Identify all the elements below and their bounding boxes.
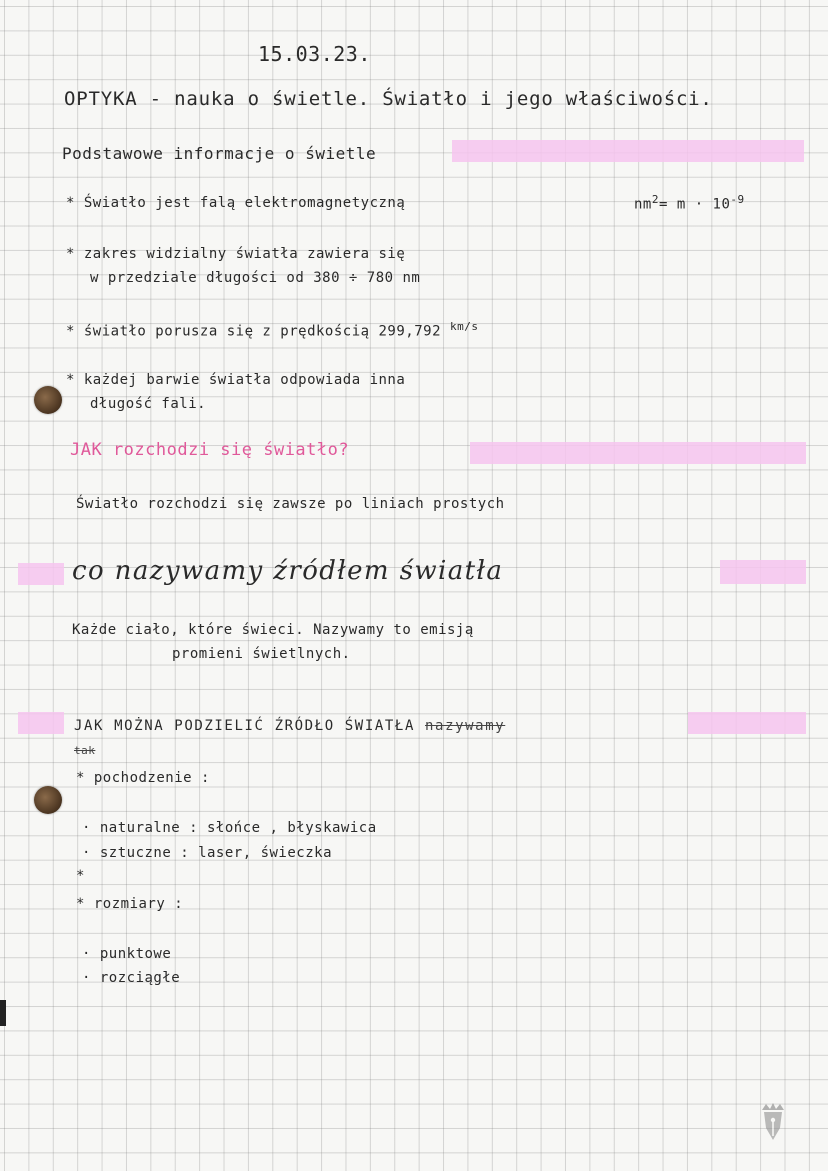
bullet-visible-range-line2: w przedziale długości od 380 ÷ 780 nm [90, 270, 421, 286]
formula-unit: nm [634, 196, 652, 213]
formula-exponent-2: -9 [730, 193, 745, 206]
binder-hole-bottom [34, 786, 62, 814]
section-heading-info: Podstawowe informacje o świetle [62, 144, 377, 163]
section-heading-propagation: JAK rozchodzi się światło? [70, 440, 350, 460]
pen-nib-crown-icon [756, 1100, 790, 1144]
light-speed-unit: km/s [449, 320, 479, 333]
section-heading-source: co nazywamy źródłem światła [72, 556, 504, 586]
highlight-bar-source-right [720, 560, 806, 584]
origin-natural: · naturalne : słońce , błyskawica [82, 820, 377, 836]
size-point: · punktowe [82, 946, 172, 962]
formula-exponent: 2 [651, 193, 659, 206]
source-definition-line2: promieni świetlnych. [172, 646, 351, 662]
binder-hole-top [34, 386, 62, 414]
margin-mark [0, 1000, 6, 1026]
struck-word: tak [74, 744, 96, 757]
highlight-bar-division-right [688, 712, 806, 734]
formula-nm [634, 193, 745, 213]
lone-star: * [76, 868, 85, 884]
bullet-color-line1: * każdej barwie światła odpowiada inna [66, 372, 406, 388]
formula-body: = m · 10 [658, 196, 731, 213]
division-heading-struck: nazywamy [425, 718, 506, 734]
bullet-visible-range-line1: * zakres widzialny światła zawiera się [66, 246, 406, 262]
group-origin: * pochodzenie : [76, 770, 210, 786]
size-extended: · rozciągłe [82, 970, 181, 986]
page-title: OPTYKA - nauka o świetle. Światło i jego właściwości. [64, 88, 713, 110]
propagation-text: Światło rozchodzi się zawsze po liniach prostych [76, 496, 505, 512]
section-heading-division [74, 718, 505, 734]
highlight-bar-source-left [18, 563, 64, 585]
highlight-bar-propagation [470, 442, 806, 464]
highlight-bar-info [452, 140, 804, 162]
light-speed-text: * światło porusza się z prędkością 299,792 [66, 323, 442, 340]
source-definition-line1: Każde ciało, które świeci. Nazywamy to emisją [72, 622, 474, 638]
origin-artificial: · sztuczne : laser, świeczka [82, 845, 333, 861]
bullet-light-wave: * Światło jest falą elektromagnetyczną [66, 195, 406, 211]
bullet-color-line2: długość fali. [90, 396, 207, 412]
division-heading-text: JAK MOŻNA PODZIELIĆ ŹRÓDŁO ŚWIATŁA [74, 718, 415, 734]
group-size: * rozmiary : [76, 896, 184, 912]
date: 15.03.23. [258, 42, 371, 66]
bullet-light-speed [66, 320, 478, 340]
highlight-bar-division-left [18, 712, 64, 734]
